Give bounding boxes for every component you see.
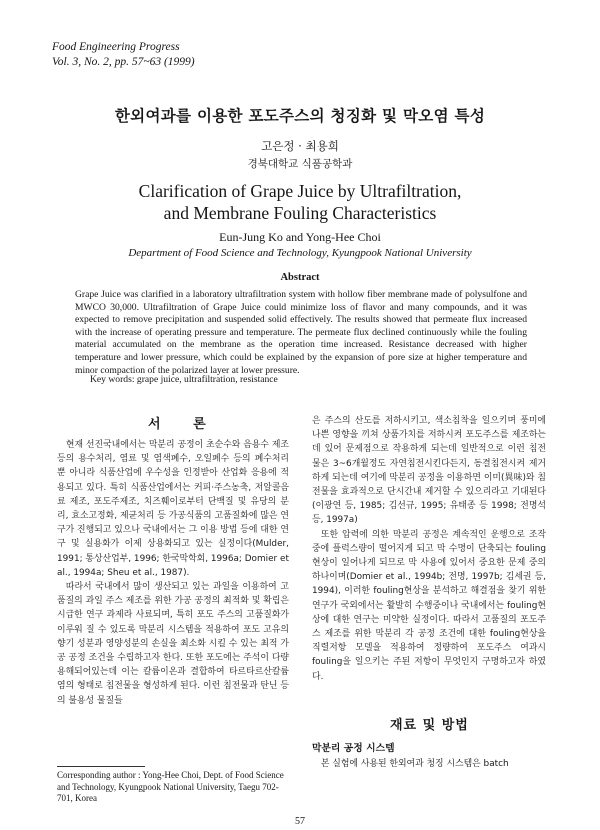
- introduction-heading: 서 론: [148, 417, 220, 432]
- journal-name: Food Engineering Progress: [52, 41, 180, 53]
- right-column: [312, 414, 546, 684]
- abstract-heading: Abstract: [280, 272, 320, 283]
- methods-subheading: 막분리 공정 시스템: [312, 743, 395, 754]
- footnote-divider: [57, 766, 145, 767]
- journal-volume: Vol. 3, No. 2, pp. 57~63 (1999): [52, 56, 195, 68]
- intro-paragraph-1: 현재 선진국내에서는 막분리 공정이 초순수와 음용수 제조등의 용수처리, 염료 및 염색폐수, 오일폐수 등의 폐수처리 뿐 아니라 식품산업에 우수성을 인정받아 산업화 응용에 적용되고 있다. 특히 식품산업에서는 커피·주스농축, 저알콜음료 제조, 포도주제조, 치즈훼이로부터 단백질 및 유당의 분리, 효소고정화, 제균처리 등 가공식품의 고품질화에 많은 연구가 진행되고 있으나 국내에서는 그 이용 방법 등에 대한 연구 및 실용화가 이제 상용화되고 있는 실정이다(Mulder, 1991; 통상산업부, 1996; 한국막학회, 1996a; Domier et al., 1994a; Sheu et al., 1987).: [57, 440, 289, 578]
- english-affiliation: Department of Food Science and Technology, Kyungpook National University: [128, 247, 472, 259]
- right-paragraph-2: 또한 압력에 의한 막분리 공정은 계속적인 운행으로 조작 중에 플럭스량이 떨어지게 되고 막 수명이 단축되는 fouling현상이 일어나게 되므로 막 사용에 있어서 중요한 문제 중의 하나이며(Domier et al., 1994b; 전명, 1997b; 김세권 등, 1994), 이러한 fouling현상을 분석하고 해결점을 찾기 위한 연구가 국외에서는 활발히 수행중이나 국내에서는 fouling현상에 대한 연구는 미약한 실정이다. 따라서 고품질의 포도주스 제조를 위한 막분리 각 공정 조건에 대한 fouling현상을 직렬저항 모델을 적용하여 정량하여 포도주스 여과시 fouling을 일으키는 주된 저항이 무엇인지 구명하고자 하였다.: [312, 529, 546, 682]
- english-title-line-2: and Membrane Fouling Characteristics: [163, 203, 437, 223]
- page-number: 57: [295, 816, 305, 827]
- journal-header: [52, 40, 195, 70]
- corresponding-author-footnote: Corresponding author : Yong-Hee Choi, Dept. of Food Science and Technology, Kyungpook National University, Taegu 702-701, Korea: [57, 770, 284, 804]
- korean-title: 한외여과를 이용한 포도주스의 청징화 및 막오염 특성: [114, 107, 486, 125]
- right-paragraph-1: 은 주스의 산도를 저하시키고, 색소침착을 일으키며 풍미에 나쁜 영향을 끼쳐 상품가치를 저하시켜 포도주스를 제조하는데 있어 문제점으로 작용하게 되는데 일반적으로 이런 침전물은 3~6개월정도 자연침전시킨다든지, 동결침전시켜 제거하게 되는데 여기에 막분리 공정을 이용하면 이미(異味)와 침전물을 효과적으로 단시간내 제거할 수 있으리라고 기대된다(이광연 등, 1985; 김선규, 1995; 유태종 등 1998; 전명석 등, 1997a): [312, 416, 546, 526]
- intro-paragraph-2: 따라서 국내에서 많이 생산되고 있는 과일을 이용하여 고품질의 과일 주스 제조를 위한 가공 공정의 최적화 및 확립은 시급한 연구 과제라 사료되며, 특히 포도 주스의 고품질화가 이루워 질 수 있도록 막분리 시스템을 적용하여 포도 고유의 향기 성분과 영양성분의 손실을 최소화 시킬 수 있는 최적 가공 공정 조건을 수립하고자 한다. 또한 포도에는 주석이 다량 용해되어있는데 이는 칼륨이온과 결합하여 타르타르산칼륨염의 형태로 침전물을 형성하게 된다. 이런 침전물과 탄닌 등의 불용성 물질들: [57, 582, 289, 706]
- korean-authors: 고은정 · 최용희: [261, 139, 339, 153]
- left-column: [57, 438, 289, 708]
- english-title: [0, 180, 600, 224]
- abstract-text: Grape Juice was clarified in a laboratory ultrafiltration system with hollow fiber membrane made of polysulfone and MWCO 30,000. Ultrafiltration of Grape Juice could minimize loss of flavor and many compounds, and it was expected to remove precipitation and suspended solid effectively. The results showed that permeate flux increased with the increase of operating pressure and temperature. The permeate flux declined continuously while the fouling material accumulated on the membrane as the operation time increased. Resistance decreased with higher temperature and lower pressure, which could be explained by the expansion of pore size at higher temperature and minor compaction of the polarized layer at lower pressure.: [75, 289, 527, 376]
- korean-affiliation: 경북대학교 식품공학과: [247, 158, 353, 170]
- keywords: Key words: grape juice, ultrafiltration, resistance: [90, 374, 278, 385]
- english-title-line-1: Clarification of Grape Juice by Ultrafiltration,: [138, 181, 462, 201]
- methods-text: 본 실험에 사용된 한외여과 청징 시스템은 batch: [320, 759, 509, 769]
- methods-heading: 재료 및 방법: [390, 718, 469, 733]
- english-authors: Eun-Jung Ko and Yong-Hee Choi: [219, 230, 381, 244]
